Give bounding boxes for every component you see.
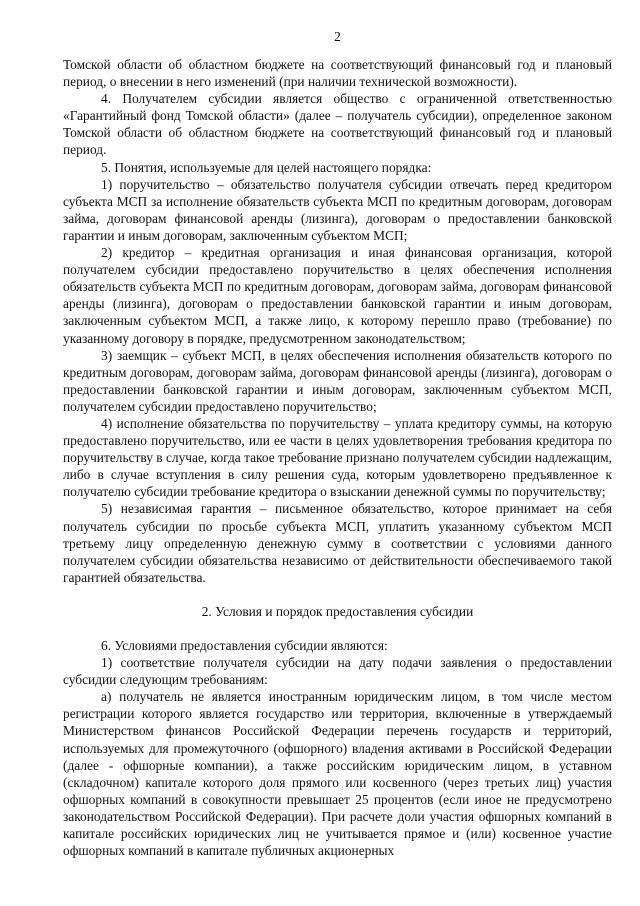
paragraph: 1) соответствие получателя субсидии на дату подачи заявления о предоставлении субсидии следующим требованиям:	[63, 655, 612, 688]
paragraph: 2) кредитор – кредитная организация и иная финансовая организация, которой получателем субсидии предоставлено поручительство в целях обеспечения исполнения обязательств субъекта МСП по кредитным договорам, договорам займа, договорам финансовой аренды (лизинга), договорам о предоставлении банковской гарантии и иным договорам, заключенным субъектом МСП, а также лицо, к которому перешло право (требование) по указанному договору в порядке, предусмотренном законодательством;	[63, 245, 612, 346]
paragraph: 5) независимая гарантия – письменное обязательство, которое принимает на себя получатель субсидии по просьбе субъекта МСП, уплатить указанному субъектом МСП третьему лицу определенную денежную сумму в соответствии с условиями данного получателем субсидии обязательства независимо от действительности обеспечиваемого такой гарантией обязательства.	[63, 501, 612, 585]
section-title: 2. Условия и порядок предоставления субсидии	[201, 603, 474, 619]
paragraph: 1) поручительство – обязательство получателя субсидии отвечать перед кредитором субъекта МСП за исполнение обязательств субъекта МСП по кредитным договорам, договорам займа, договорам финансовой аренды (лизинга), договорам о предоставлении банковской гарантии и иным договорам, заключенным субъектом МСП;	[63, 176, 612, 243]
paragraphs-bottom	[63, 637, 612, 859]
page-number: 2	[334, 29, 341, 44]
paragraphs-top	[63, 56, 612, 586]
paragraph: 4. Получателем субсидии является общество с ограниченной ответственностью «Гарантийный фонд Томской области» (далее – получатель субсидии), определенное законом Томской области об областном бюджете на соответствующий финансовый год и плановый период.	[63, 91, 612, 158]
paragraph: а) получатель не является иностранным юридическим лицом, в том числе местом регистрации которого является государство или территория, включенные в утверждаемый Министерством финансов Российской Федерации перечень государств и территорий, используемых для промежуточного (офшорного) владения активами в Российской Федерации (далее - офшорные компании), а также российским юридическим лицом, в уставном (складочном) капитале которого доля прямого или косвенного (через третьих лиц) участия офшорных компаний в совокупности превышает 25 процентов (если иное не предусмотрено законодательством Российской Федерации). При расчете доли участия офшорных компаний в капитале российских юридических лиц не учитывается прямое и (или) косвенное участие офшорных компаний в капитале публичных акционерных	[63, 689, 612, 859]
paragraph: 5. Понятия, используемые для целей настоящего порядка:	[101, 159, 432, 175]
paragraph: Томской области об областном бюджете на соответствующий финансовый год и плановый период, о внесении в него изменений (при наличии технической возможности).	[63, 57, 612, 90]
paragraph: 6. Условиями предоставления субсидии являются:	[101, 638, 388, 653]
paragraph: 3) заемщик – субъект МСП, в целях обеспечения исполнения обязательств которого по кредитным договорам, договорам займа, договорам финансовой аренды (лизинга), договорам о предоставлении банковской гарантии и иным договорам, заключенным субъектом МСП, получателем субсидии предоставлено поручительство;	[63, 347, 612, 414]
paragraph: 4) исполнение обязательства по поручительству – уплата кредитору суммы, на которую предоставлено поручительство, или ее части в целях удовлетворения требования кредитора по поручительству в случае, когда такое требование признано получателем субсидии надлежащим, либо в случае вступления в силу решения суда, которым удовлетворено предъявленное к получателю субсидии требование кредитора о взыскании денежной суммы по поручительству;	[63, 415, 612, 500]
